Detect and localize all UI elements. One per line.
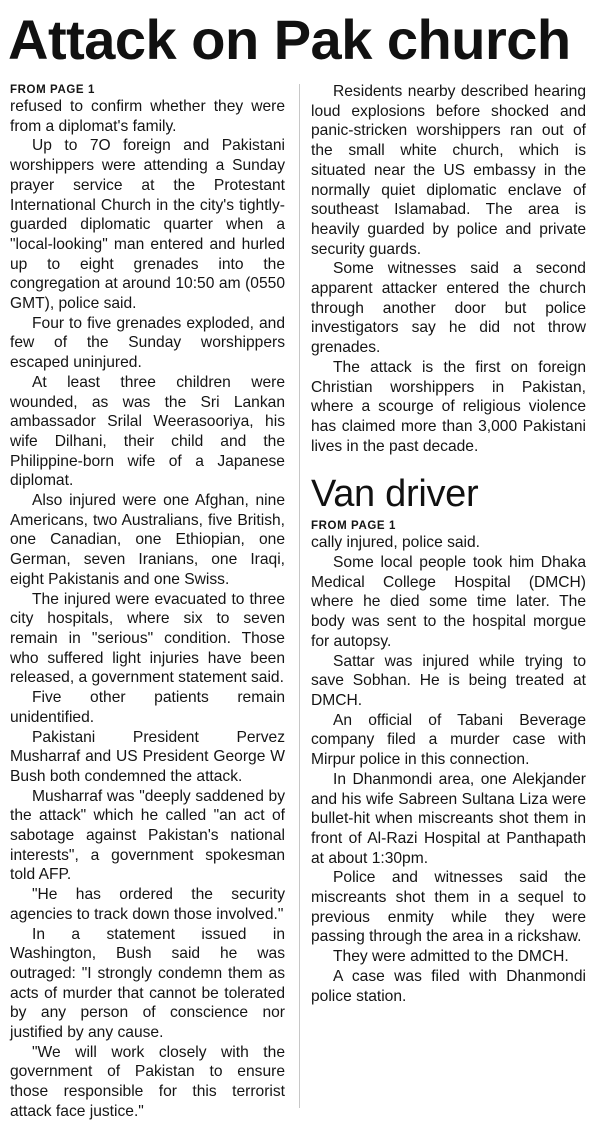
article2-paragraph: They were admitted to the DMCH. xyxy=(333,948,569,966)
article1-paragraph: Also injured were one Afghan, nine Americans, two Australians, five British, one Canadian, one Ethiopian, one German, seven Iranians, one Iraqi, eight Pakistanis and one Swiss. xyxy=(10,492,285,588)
article2-paragraph: Some local people took him Dhaka Medical College Hospital (DMCH) where he died some time later. The body was sent to the hospital morgue for autopsy. xyxy=(311,554,586,650)
article2-paragraph: A case was filed with Dhanmondi police station. xyxy=(311,967,586,1005)
article1-paragraph: refused to confirm whether they were from a diplomat's family. xyxy=(10,98,285,135)
article1-paragraph: Some witnesses said a second apparent attacker entered the church through another door but police investigators say he did not throw grenades. xyxy=(311,260,586,357)
article1-paragraph: The attack is the first on foreign Christian worshippers in Pakistan, where a scourge of religious violence has claimed more than 3,000 Pakistani lives in the past decade. xyxy=(311,358,586,455)
article1-paragraph: Residents nearby described hearing loud explosions before shocked and panic-stricken worshippers ran out of the small white church, which is situated near the US embassy in the normally quiet diplomatic enclave of southeast Islamabad. The area is heavily guarded by police and private security guards. xyxy=(311,83,586,258)
article2-paragraph: cally injured, police said. xyxy=(311,534,481,552)
article2-paragraph: Police and witnesses said the miscreants shot them in a sequel to previous enmity while they were passing through the area in a rickshaw. xyxy=(311,869,586,946)
article1-paragraph: The injured were evacuated to three city hospitals, where six to seven remain in "serious" condition. Those who suffered light injuries have been released, a government statement said. xyxy=(10,590,285,687)
article1-paragraph: Pakistani President Pervez Musharraf and US President George W Bush both condemned the attack. xyxy=(10,728,285,785)
article-headline-attack-on-pak-church: Attack on Pak church xyxy=(8,8,571,71)
column-divider xyxy=(299,84,300,1108)
article1-column-left xyxy=(10,82,285,1122)
article-column-right xyxy=(311,82,586,1006)
article1-paragraph: At least three children were wounded, as was the Sri Lankan ambassador Srilal Weerasooriya, his wife Dilhani, their child and the Philippine-born wife of a Japanese diplomat. xyxy=(10,373,285,490)
article1-paragraph: "We will work closely with the government of Pakistan to ensure those responsible for this terrorist attack face justice." xyxy=(10,1043,285,1120)
article2-paragraph: An official of Tabani Beverage company filed a murder case with Mirpur police in this connection. xyxy=(311,711,586,769)
article1-paragraph: Four to five grenades exploded, and few of the Sunday worshippers escaped uninjured. xyxy=(10,314,285,372)
article2-paragraph: In Dhanmondi area, one Alekjander and his wife Sabreen Sultana Liza were bullet-hit when miscreants shot them in front of Al-Razi Hospital at Panthapath at about 1:30pm. xyxy=(311,770,586,867)
article1-paragraph: Up to 7O foreign and Pakistani worshippers were attending a Sunday prayer service at the Protestant International Church in the city's tightly-guarded diplomatic quarter when a "local-looking" man entered and hurled up to eight grenades into the congregation at around 10:50 am (0550 GMT), police said. xyxy=(10,137,285,313)
article1-paragraph: In a statement issued in Washington, Bush said he was outraged: "I strongly condemn them as acts of murder that cannot be tolerated by any person of conscience nor justified by any cause. xyxy=(10,925,285,1042)
article1-paragraph: Five other patients remain unidentified. xyxy=(10,689,285,726)
article1-paragraph: "He has ordered the security agencies to track down those involved." xyxy=(10,886,285,923)
article2-paragraph: Sattar was injured while trying to save Sobhan. He is being treated at DMCH. xyxy=(311,652,586,709)
article1-paragraph: Musharraf was "deeply saddened by the attack" which he called "an act of sabotage against Pakistan's national interests", a government spokesman told AFP. xyxy=(10,787,285,884)
article2-kicker: FROM PAGE 1 xyxy=(311,520,396,533)
article-headline-van-driver: Van driver xyxy=(311,473,479,516)
article1-kicker: FROM PAGE 1 xyxy=(10,84,95,96)
